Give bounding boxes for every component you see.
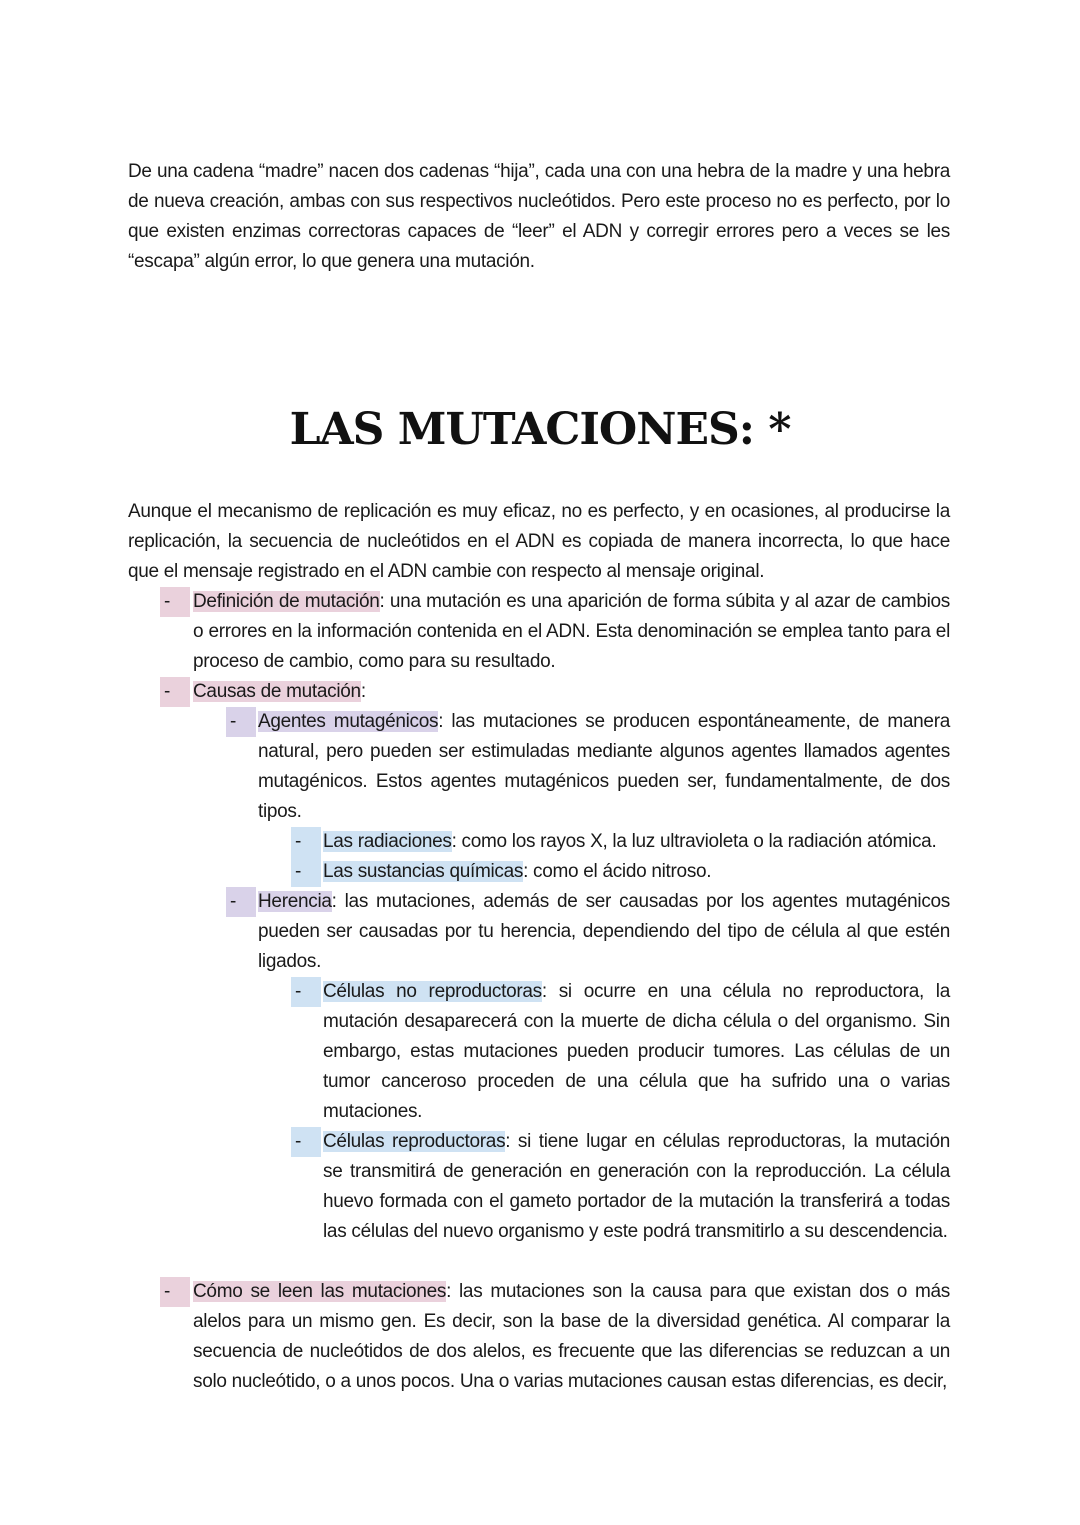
bullet-marker: - <box>160 677 190 707</box>
body-paragraph: Aunque el mecanismo de replicación es muy eficaz, no es perfecto, y en ocasiones, al producirse la replicación, la secuencia de nucleótidos en el ADN es copiada de manera incorrecta, lo que hace que el mensaje registrado en el ADN cambie con respecto al mensaje original. <box>128 501 950 582</box>
term-agentes: Agentes mutagénicos <box>258 711 439 732</box>
bullet-marker: - <box>291 857 321 887</box>
text-radiaciones: : como los rayos X, la luz ultravioleta o la radiación atómica. <box>451 831 937 852</box>
term-definicion: Definición de mutación <box>193 591 380 612</box>
text-herencia: : las mutaciones, además de ser causadas por los agentes mutagénicos pueden ser causadas por tu herencia, dependiendo del tipo de célula al que estén ligados. <box>258 891 950 972</box>
list-item-sustancias <box>323 857 950 887</box>
bullet-marker: - <box>291 827 321 857</box>
list-item-causas <box>193 677 950 707</box>
text-agentes: : las mutaciones se producen espontáneamente, de manera natural, pero pueden ser estimuladas mediante algunos agentes llamados agentes mutagénicos. Estos agentes mutagénicos pueden ser, fundamentalmente, de dos tipos. <box>258 711 950 822</box>
section-title: LAS MUTACIONES: * <box>289 404 791 455</box>
text-definicion: : una mutación es una aparición de forma súbita y al azar de cambios o errores en la información contenida en el ADN. Esta denominación se emplea tanto para el proceso de cambio, como para su resultado. <box>193 591 950 672</box>
bullet-marker: - <box>226 887 256 917</box>
list-item-herencia <box>258 887 950 977</box>
text-causas: : <box>360 681 366 702</box>
bullet-marker: - <box>226 707 256 737</box>
intro-paragraph: De una cadena “madre” nacen dos cadenas “hija”, cada una con una hebra de la madre y una hebra de nueva creación, ambas con sus respectivos nucleótidos. Pero este proceso no es perfecto, por lo que existen enzimas correctoras capaces de “leer” el ADN y corregir errores pero a veces se les “escapa” algún error, lo que genera una mutación. <box>128 161 950 272</box>
term-causas: Causas de mutación <box>193 681 361 702</box>
term-sustancias: Las sustancias químicas <box>323 861 524 882</box>
list-item-no-reproductoras <box>323 977 950 1127</box>
list-item-como-leen <box>193 1277 950 1397</box>
bullet-marker: - <box>291 977 321 1007</box>
text-sustancias: : como el ácido nitroso. <box>523 861 712 882</box>
term-no-reproductoras: Células no reproductoras <box>323 981 542 1002</box>
text-reproductoras: : si tiene lugar en células reproductoras, la mutación se transmitirá de generación en generación con la reproducción. La célula huevo formada con el gameto portador de la mutación la transferirá a todas las células del nuevo organismo y este podrá transmitirlo a su descendencia. <box>323 1131 950 1242</box>
list-item-agentes <box>258 707 950 827</box>
bullet-marker: - <box>160 1277 190 1307</box>
text-como-leen: : las mutaciones son la causa para que existan dos o más alelos para un mismo gen. Es decir, son la base de la diversidad genética. Al comparar la secuencia de nucleótidos de dos alelos, es frecuente que las diferencias se reduzcan a un solo nucleótido, o a unos pocos. Una o varias mutaciones causan estas diferencias, es decir, <box>193 1281 950 1392</box>
list-item-definicion <box>193 587 950 677</box>
term-herencia: Herencia <box>258 891 332 912</box>
text-no-reproductoras: : si ocurre en una célula no reproductora, la mutación desaparecerá con la muerte de dicha célula o del organismo. Sin embargo, estas mutaciones pueden producir tumores. Las células de un tumor canceroso proceden de una célula que ha sufrido una o varias mutaciones. <box>323 981 950 1122</box>
bullet-marker: - <box>160 587 190 617</box>
list-item-reproductoras <box>323 1127 950 1247</box>
term-reproductoras: Células reproductoras <box>323 1131 506 1152</box>
term-como-leen: Cómo se leen las mutaciones <box>193 1281 447 1302</box>
bullet-marker: - <box>291 1127 321 1157</box>
list-item-radiaciones <box>323 827 950 857</box>
term-radiaciones: Las radiaciones <box>323 831 452 852</box>
